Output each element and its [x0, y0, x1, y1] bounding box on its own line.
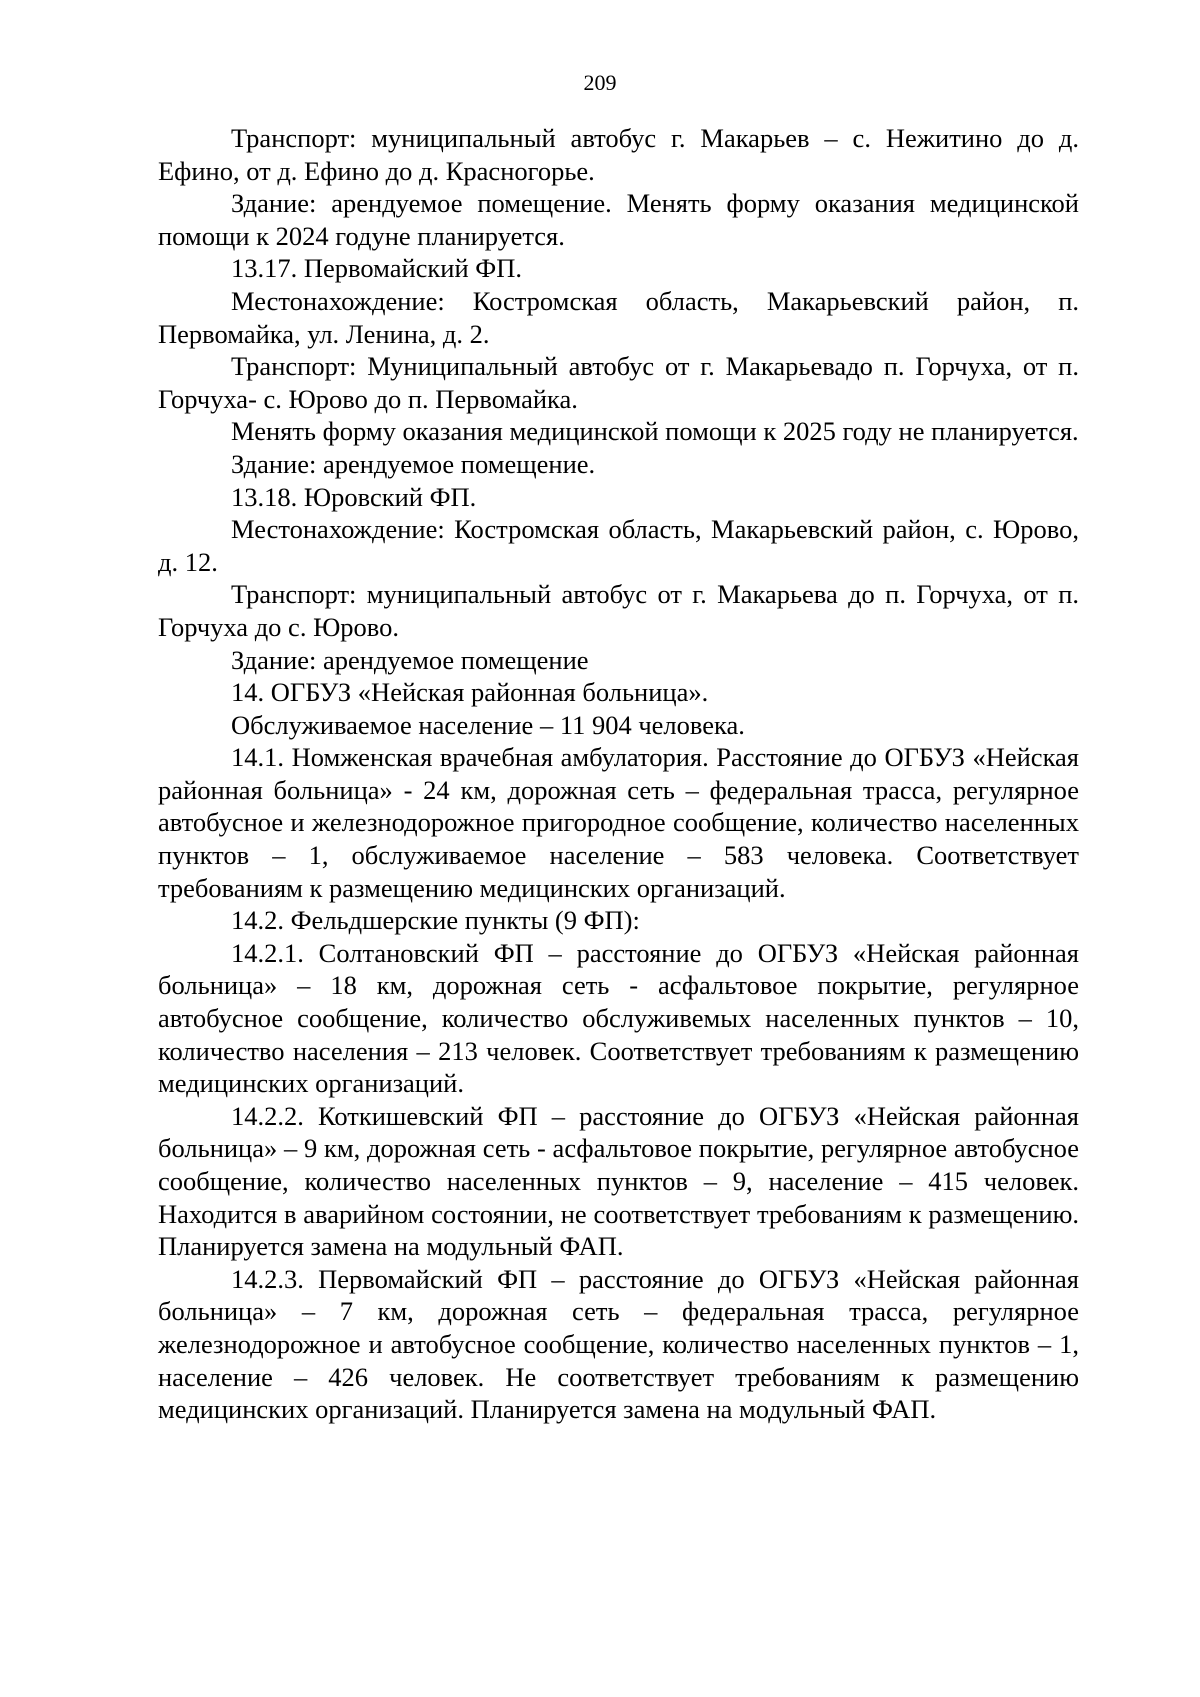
paragraph-14-2-1: 14.2.1. Солтановский ФП – расстояние до ОГБУЗ «Нейская районная больница» – 18 км, дорожная сеть - асфальтовое покрытие, регулярное автобусное сообщение, количество обслуживемых населенных пунктов – 10, количество населения – 213 человек. Соответствует требованиям к размещению медицинских организаций. [158, 937, 1079, 1099]
paragraph-served-population: Обслуживаемое население – 11 904 человека. [231, 709, 745, 740]
heading-14-2: 14.2. Фельдшерские пункты (9 ФП): [231, 905, 640, 936]
heading-13-17: 13.17. Первомайский ФП. [231, 253, 522, 284]
paragraph-14-2-2: 14.2.2. Коткишевский ФП – расстояние до ОГБУЗ «Нейская районная больница» – 9 км, дорожная сеть - асфальтовое покрытие, регулярное автобусное сообщение, количество населенных пунктов – 9, население – 415 человек. Находится в аварийном состоянии, не соответствует требованиям к размещению. Планируется замена на модульный ФАП. [158, 1100, 1079, 1262]
paragraph-14-2-3: 14.2.3. Первомайский ФП – расстояние до ОГБУЗ «Нейская районная больница» – 7 км, дорожная сеть – федеральная трасса, регулярное железнодорожное и автобусное сообщение, количество населенных пунктов – 1, население – 426 человек. Не соответствует требованиям к размещению медицинских организаций. Планируется замена на модульный ФАП. [158, 1263, 1079, 1425]
paragraph-transport-yurovo: Транспорт: муниципальный автобус от г. Макарьева до п. Горчуха, от п. Горчуха до с. Юрово. [158, 579, 1079, 642]
paragraph-location-pervomaika: Местонахождение: Костромская область, Макарьевский район, п. Первомайка, ул. Ленина, д. 2. [158, 285, 1079, 349]
paragraph-transport-pervomaika: Транспорт: Муниципальный автобус от г. Макарьевадо п. Горчуха, от п. Горчуха- с. Юрово до п. Первомайка. [158, 351, 1079, 414]
document-body [158, 122, 1079, 1426]
paragraph-transport-nezhitino: Транспорт: муниципальный автобус г. Макарьев – с. Нежитино до д. Ефино, от д. Ефино до д. Красногорье. [158, 123, 1079, 186]
heading-13-18: 13.18. Юровский ФП. [231, 481, 477, 512]
paragraph-14-1: 14.1. Номженская врачебная амбулатория. Расстояние до ОГБУЗ «Нейская районная больница» - 24 км, дорожная сеть – федеральная трасса, регулярное автобусное и железнодорожное пригородное сообщение, количество населенных пунктов – 1, обслуживаемое население – 583 человека. Соответствует требованиям к размещению медицинских организаций. [158, 742, 1079, 903]
paragraph-location-yurovo: Местонахождение: Костромская область, Макарьевский район, с. Юрово, д. 12. [158, 514, 1079, 577]
paragraph-building-2024: Здание: арендуемое помещение. Менять форму оказания медицинской помощи к 2024 годуне планируется. [158, 188, 1079, 251]
heading-14: 14. ОГБУЗ «Нейская районная больница». [231, 677, 709, 708]
page-number: 209 [583, 70, 617, 95]
paragraph-form-2025: Менять форму оказания медицинской помощи к 2025 году не планируется. [231, 416, 1079, 447]
paragraph-building-pervomaika: Здание: арендуемое помещение. [231, 448, 596, 479]
paragraph-building-yurovo: Здание: арендуемое помещение [231, 644, 589, 675]
